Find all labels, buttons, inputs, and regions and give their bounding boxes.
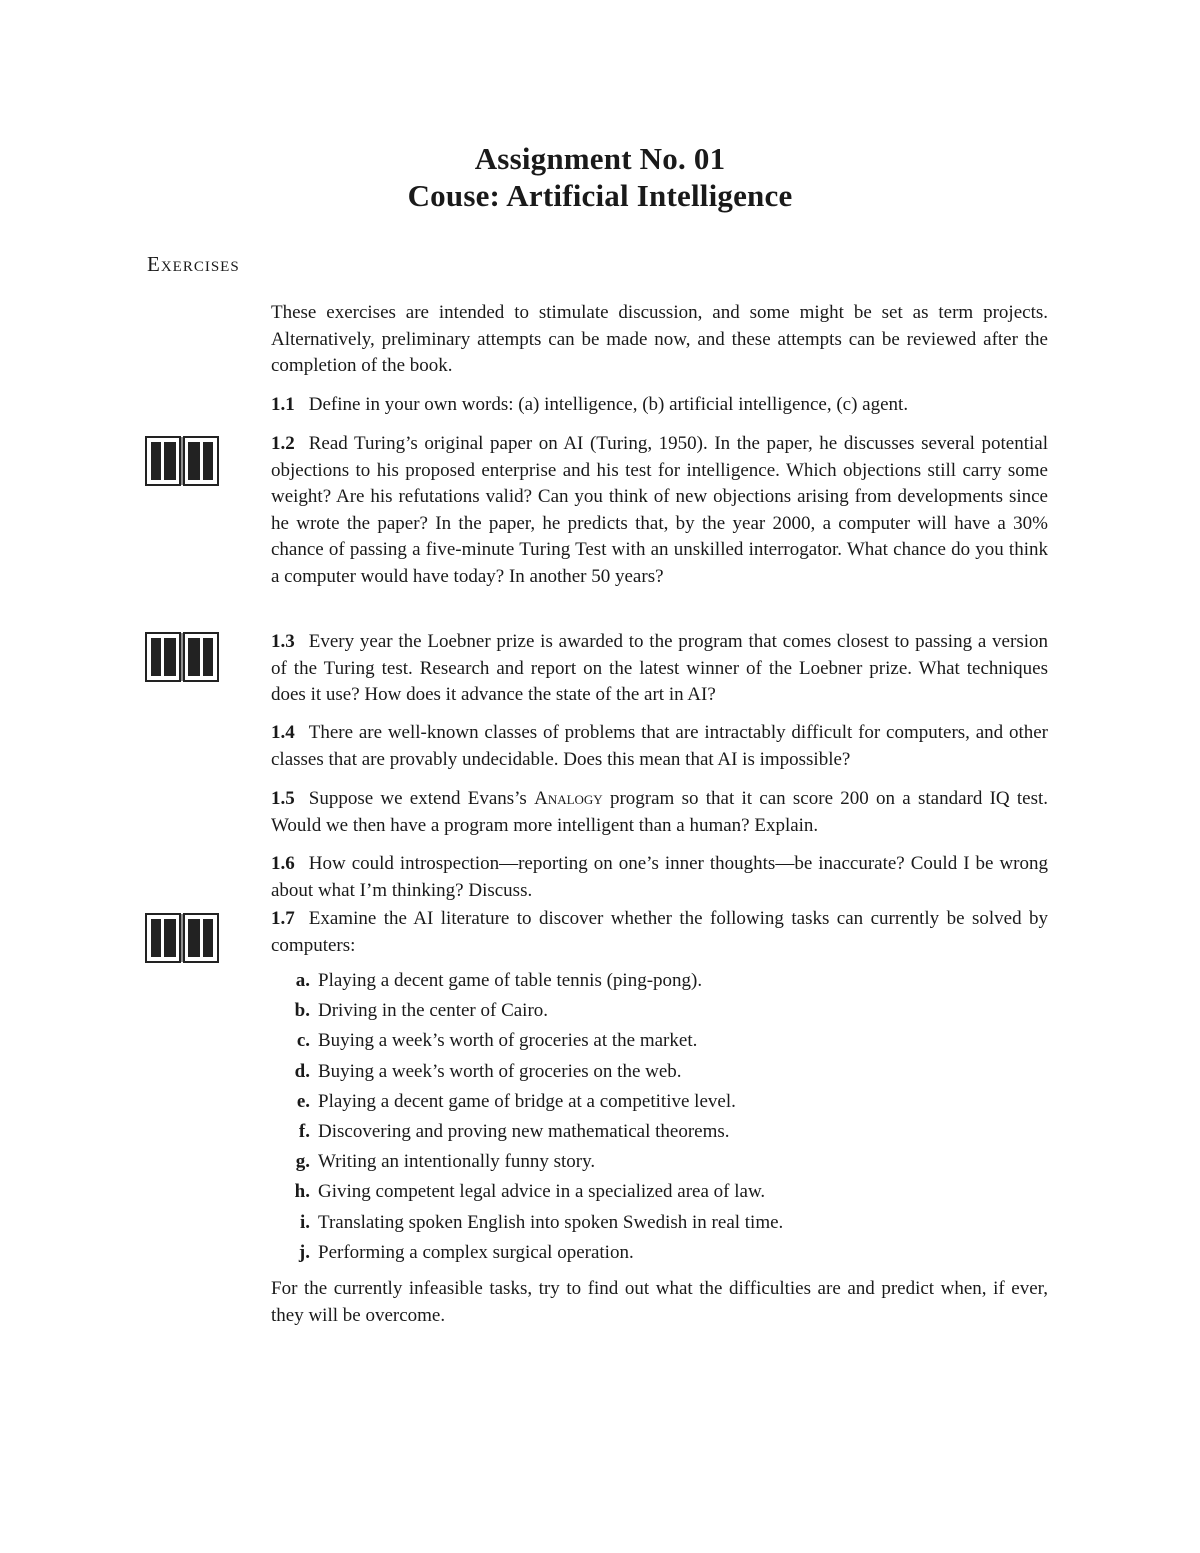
exercise-1-6 [271,851,1048,904]
list-item [290,1119,1050,1149]
task-letter: d. [294,1060,310,1082]
exercise-text: Every year the Loebner prize is awarded to the program that comes closest to passing a version of the Turing test. Research and report on the latest winner of the Loebner prize. What techniques does it use? How does it advance the state of the art in AI? [271,631,1048,705]
task-text: Performing a complex surgical operation. [318,1241,634,1263]
task-letter: j. [298,1241,310,1263]
analogy-program-name: Analogy [534,788,603,809]
task-letter: b. [294,1000,310,1022]
task-text: Buying a week’s worth of groceries on the web. [318,1060,682,1082]
list-item [290,998,1050,1028]
exercise-text: Read Turing’s original paper on AI (Turing, 1950). In the paper, he discusses several potential objections to his proposed enterprise and his test for intelligence. Which objections still carry some weight? Are his refutations valid? Can you think of new objections arising from developments since he wrote the paper? In the paper, he predicts that, by the year 2000, a computer will have a 30% chance of passing a five-minute Turing Test with an unskilled interrogator. What chance do you think a computer would have today? In another 50 years? [271,433,1048,587]
task-text: Giving competent legal advice in a specialized area of law. [318,1181,766,1203]
list-item [290,1059,1050,1089]
exercise-1-1 [271,392,1048,419]
task-list [290,968,1050,1270]
exercise-text: How could introspection—reporting on one’s inner thoughts—be inaccurate? Could I be wrong about what I’m thinking? Discuss. [271,853,1048,901]
task-text: Discovering and proving new mathematical theorems. [318,1120,730,1142]
exercise-text-before: Suppose we extend Evans’s [308,788,527,809]
exercise-number: 1.4 [271,722,295,743]
task-text: Driving in the center of Cairo. [318,1000,549,1022]
assignment-title: Assignment No. 01 [474,141,726,176]
exercise-number: 1.5 [271,788,295,809]
task-letter: h. [294,1181,310,1203]
exercise-text: There are well-known classes of problems that are intractably difficult for computers, and other classes that are provably undecidable. Does this mean that AI is impossible? [271,722,1048,770]
list-item [290,1240,1050,1270]
open-book-icon [145,632,219,682]
list-item [290,1089,1050,1119]
task-letter: i. [299,1211,310,1233]
open-book-icon [145,913,219,963]
exercise-number: 1.3 [271,631,295,652]
task-text: Buying a week’s worth of groceries at the market. [318,1030,698,1052]
task-letter: f. [298,1120,310,1142]
exercise-text: Examine the AI literature to discover whether the following tasks can currently be solved by computers: [271,908,1048,956]
exercise-1-4 [271,720,1048,773]
exercise-text-after: program so that it can score 200 on a standard IQ test. Would we then have a program more intelligent than a human? Explain. [271,788,1049,836]
list-item [290,1028,1050,1058]
task-letter: g. [295,1151,310,1173]
open-book-icon [145,436,219,486]
task-letter: e. [296,1090,310,1112]
task-text: Translating spoken English into spoken Swedish in real time. [318,1211,784,1233]
list-item [290,1149,1050,1179]
task-text: Writing an intentionally funny story. [318,1151,596,1173]
exercise-text: Define in your own words: (a) intelligence, (b) artificial intelligence, (c) agent. [308,394,909,415]
exercise-1-2 [271,431,1048,590]
exercise-1-7 [271,906,1048,959]
list-item [290,968,1050,998]
section-heading: Exercises [147,252,240,276]
closing-paragraph: For the currently infeasible tasks, try to find out what the difficulties are and predict when, if ever, they will be overcome. [271,1278,1048,1326]
exercise-number: 1.2 [271,433,295,454]
list-item [290,1210,1050,1240]
list-item [290,1179,1050,1209]
exercise-1-3 [271,629,1048,709]
exercise-number: 1.1 [271,394,295,415]
course-title: Couse: Artificial Intelligence [407,178,793,213]
exercise-number: 1.7 [271,908,295,929]
task-letter: c. [296,1030,310,1052]
title-block [0,140,1200,214]
intro-paragraph: These exercises are intended to stimulate discussion, and some might be set as term projects. Alternatively, preliminary attempts can be made now, and these attempts can be reviewed after the completion of the book. [271,302,1048,376]
task-text: Playing a decent game of table tennis (ping-pong). [318,970,703,991]
exercise-1-5 [271,786,1048,839]
task-letter: a. [295,970,310,991]
task-text: Playing a decent game of bridge at a competitive level. [318,1090,736,1112]
exercise-number: 1.6 [271,853,295,874]
